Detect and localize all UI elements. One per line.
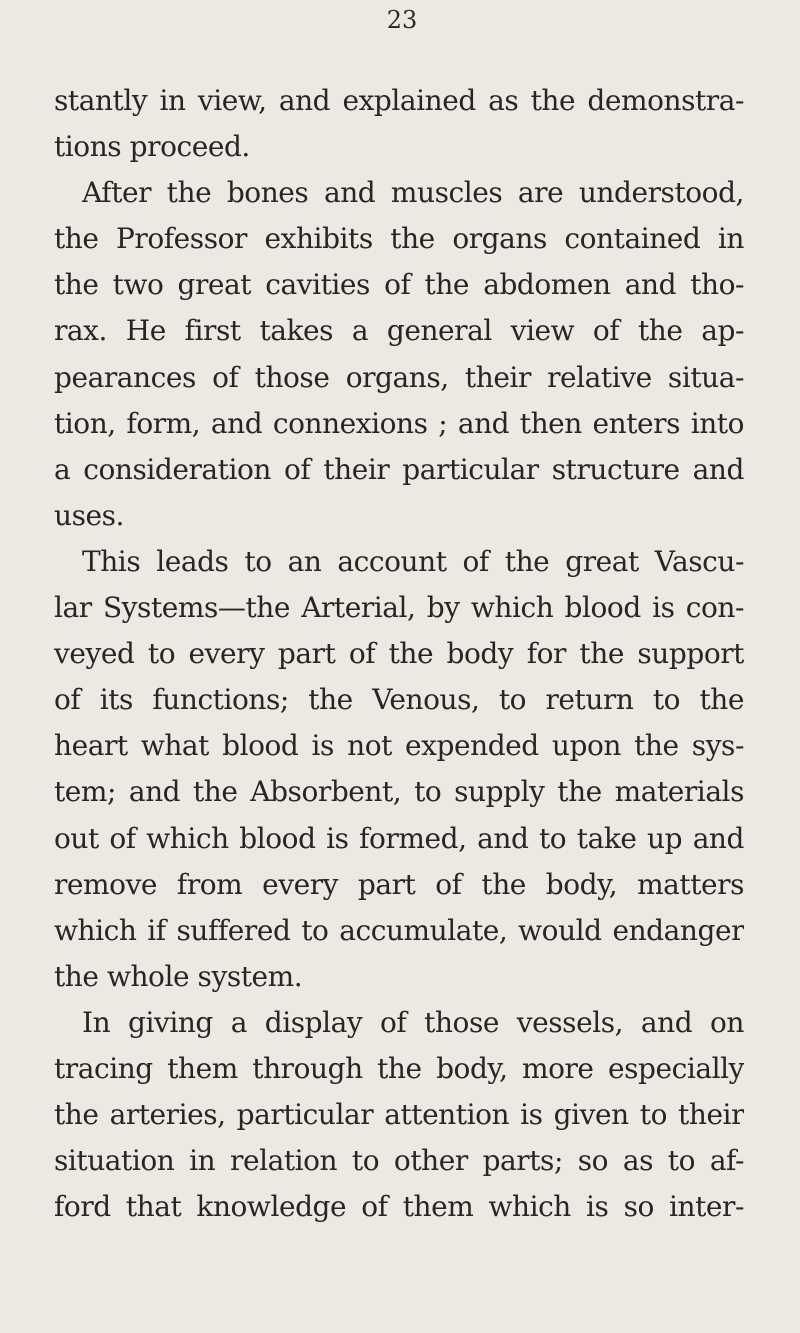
text-line: This leads to an account of the great Vascu- — [82, 544, 744, 578]
text-line: stantly in view, and explained as the demonstra- — [54, 84, 744, 117]
text-line: tracing them through the body, more especially — [54, 1051, 744, 1085]
text-line: pearances of those organs, their relative situa- — [54, 360, 744, 394]
text-line: the whole system. — [54, 959, 303, 993]
text-line: situation in relation to other parts; so as to af- — [54, 1144, 744, 1178]
text-line: tem; and the Absorbent, to supply the materials — [54, 775, 744, 809]
text-line: veyed to every part of the body for the support — [54, 637, 744, 671]
text-line: After the bones and muscles are understood, — [82, 176, 744, 210]
text-line: ford that knowledge of them which is so inter- — [54, 1190, 744, 1224]
text-line: a consideration of their particular structure and — [54, 452, 744, 486]
text-line: remove from every part of the body, matters — [54, 867, 744, 901]
text-line: which if suffered to accumulate, would endanger — [54, 913, 744, 947]
text-line: the arteries, particular attention is given to their — [54, 1098, 744, 1132]
text-line: uses. — [54, 498, 124, 532]
text-line: of its functions; the Venous, to return to the — [54, 683, 744, 717]
text-line: tions proceed. — [54, 130, 250, 164]
page-number: 23 — [386, 6, 418, 34]
text-line: out of which blood is formed, and to take up and — [54, 821, 744, 855]
text-line: tion, form, and connexions ; and then enters into — [54, 406, 744, 440]
text-line: the Professor exhibits the organs contained in — [54, 222, 744, 256]
text-line: rax. He first takes a general view of the ap- — [54, 314, 744, 348]
text-line: heart what blood is not expended upon the sys- — [54, 729, 744, 763]
text-line: lar Systems—the Arterial, by which blood is con- — [54, 591, 744, 625]
text-line: the two great cavities of the abdomen and tho- — [54, 268, 744, 302]
text-line: In giving a display of those vessels, and on — [82, 1005, 744, 1039]
body-text — [54, 78, 744, 1230]
